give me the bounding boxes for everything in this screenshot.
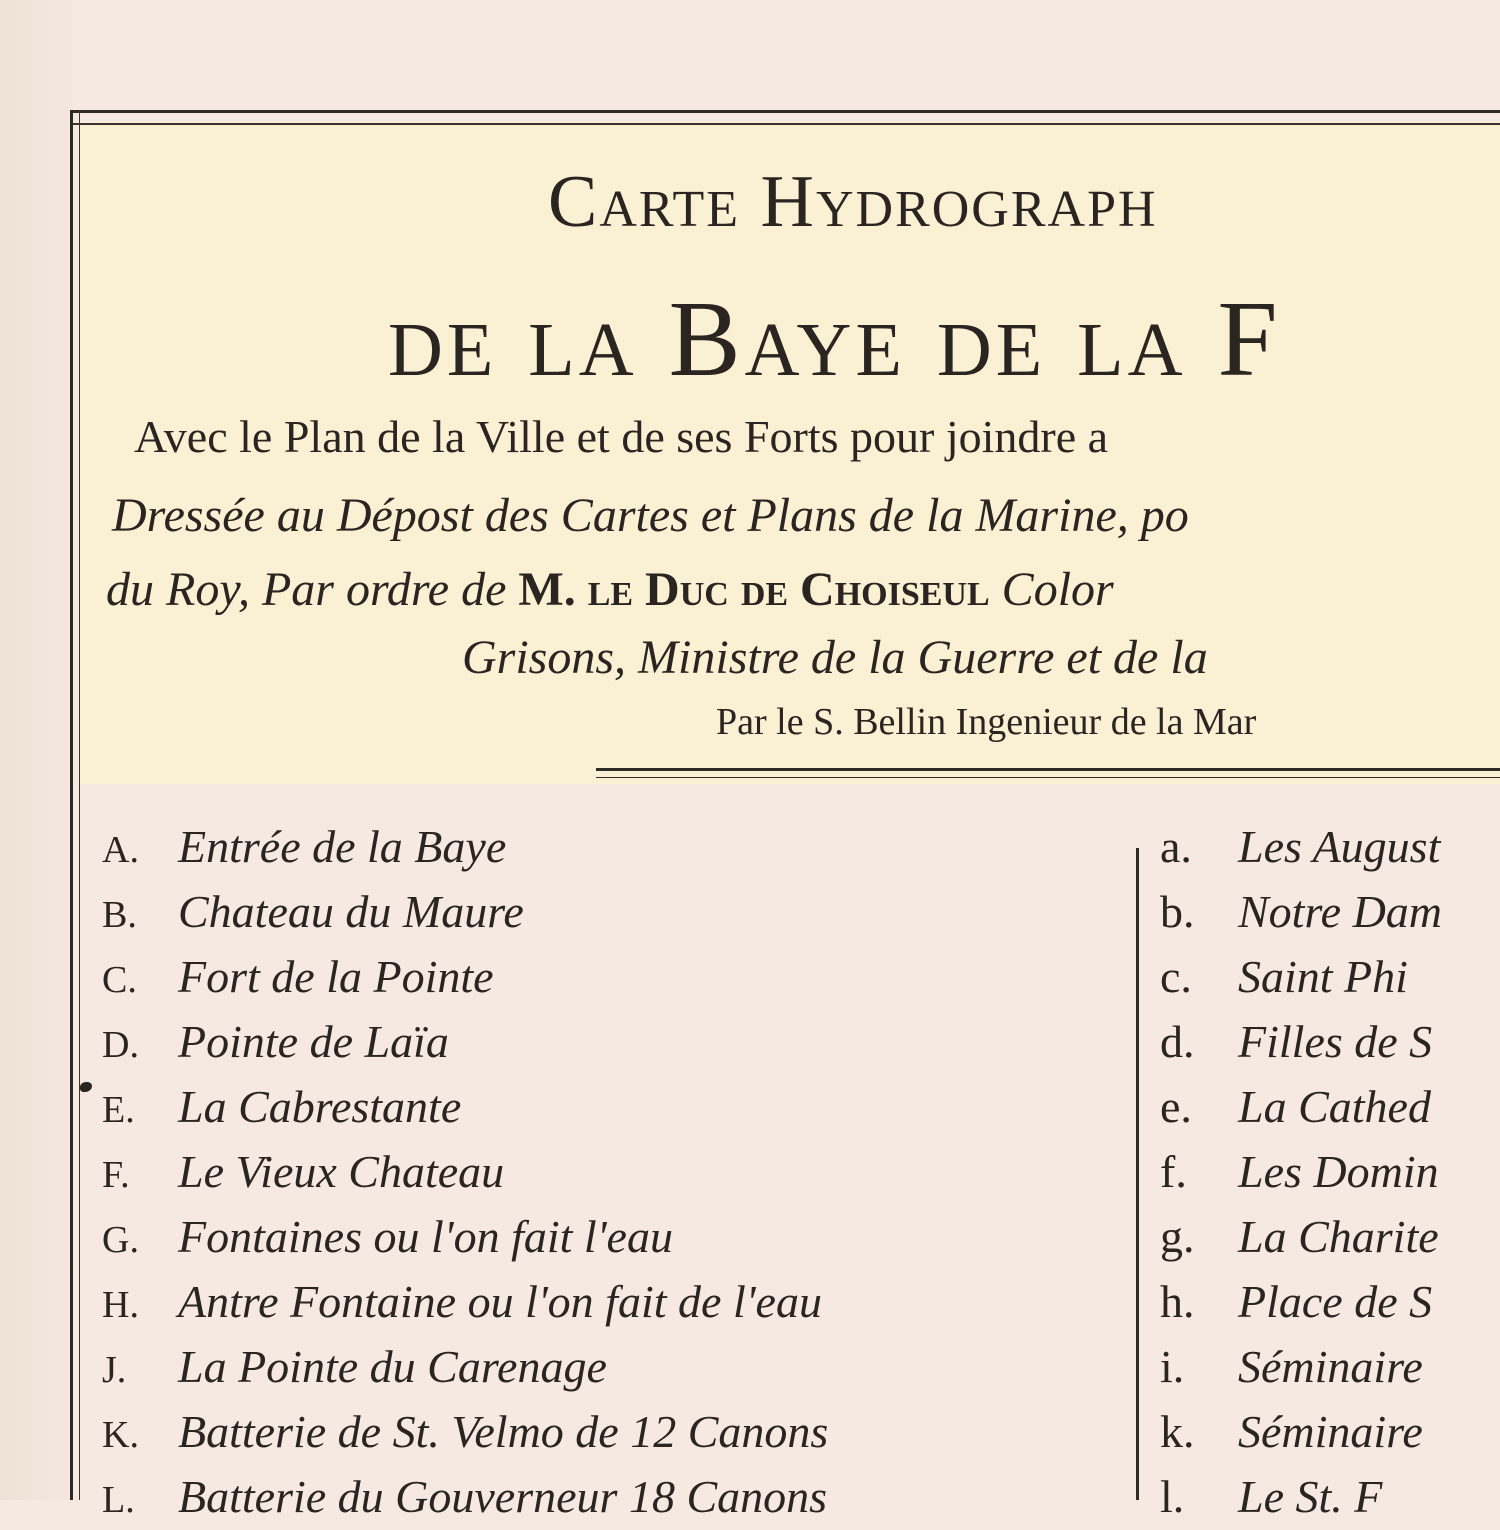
legend-key: l.	[1160, 1471, 1185, 1522]
legend-label: Fort de la Pointe	[178, 951, 494, 1002]
legend-item	[1160, 1405, 1423, 1465]
legend-item	[1160, 1340, 1423, 1400]
map-frame-top	[72, 110, 1500, 125]
legend-key: B.	[102, 894, 137, 936]
legend-label: Antre Fontaine ou l'on fait de l'eau	[178, 1276, 822, 1327]
legend-label: Fontaines ou l'on fait l'eau	[178, 1211, 673, 1262]
legend-label: La Cathed	[1238, 1081, 1431, 1132]
legend-item	[102, 1275, 822, 1335]
legend-label: Place de S	[1238, 1276, 1433, 1327]
legend-label: Saint Phi	[1238, 951, 1408, 1002]
legend-key: F.	[102, 1154, 130, 1196]
legend-label: Le St. F	[1238, 1471, 1383, 1522]
grisons-line: Grisons, Ministre de la Guerre et de la	[462, 631, 1208, 684]
legend-key: J.	[102, 1349, 127, 1391]
legend-label: Notre Dam	[1238, 886, 1443, 937]
dresse-line: Dressée au Dépost des Cartes et Plans de la Marine, po	[112, 489, 1189, 542]
legend-item	[102, 885, 524, 945]
ink-stain	[80, 1082, 92, 1092]
ordre-prefix: du Roy, Par ordre de	[106, 563, 519, 616]
legend-key: g.	[1160, 1211, 1195, 1262]
legend-key: L.	[102, 1479, 135, 1521]
legend-key: a.	[1160, 821, 1192, 872]
legend-key: b.	[1160, 886, 1195, 937]
legend-label: Le Vieux Chateau	[178, 1146, 505, 1197]
legend-key: D.	[102, 1024, 139, 1066]
legend-item	[102, 820, 506, 880]
legend-label: Filles de S	[1238, 1016, 1433, 1067]
ordre-line	[106, 562, 1114, 617]
legend-key: h.	[1160, 1276, 1195, 1327]
legend-key: E.	[102, 1089, 135, 1131]
subtitle: Avec le Plan de la Ville et de ses Forts pour joindre a	[134, 411, 1109, 462]
legend-key: e.	[1160, 1081, 1192, 1132]
legend-divider	[1136, 848, 1139, 1500]
paper-margin	[0, 0, 72, 1500]
legend-label: La Cabrestante	[178, 1081, 462, 1132]
legend-key: i.	[1160, 1341, 1185, 1392]
legend-key: A.	[102, 829, 139, 871]
author-line: Par le S. Bellin Ingenieur de la Mar	[716, 701, 1257, 743]
legend-key: K.	[102, 1414, 139, 1456]
legend-key: c.	[1160, 951, 1192, 1002]
legend-key: H.	[102, 1284, 139, 1326]
legend-item	[102, 1470, 827, 1530]
legend-label: Batterie du Gouverneur 18 Canons	[178, 1471, 828, 1522]
legend-item	[1160, 885, 1442, 945]
legend-item	[1160, 1470, 1382, 1530]
legend-label: Les Domin	[1238, 1146, 1439, 1197]
legend-label: Chateau du Maure	[178, 886, 524, 937]
legend-label: La Pointe du Carenage	[178, 1341, 607, 1392]
legend-key: C.	[102, 959, 137, 1001]
legend-key: G.	[102, 1219, 139, 1261]
legend-label: Séminaire	[1238, 1341, 1423, 1392]
legend-item	[1160, 1210, 1439, 1270]
legend-item	[102, 1015, 449, 1075]
title-rule	[596, 768, 1500, 778]
legend-item	[1160, 1080, 1431, 1140]
legend-label: Séminaire	[1238, 1406, 1423, 1457]
legend-item	[102, 950, 494, 1010]
legend-key: d.	[1160, 1016, 1195, 1067]
legend-key: f.	[1160, 1146, 1187, 1197]
legend-key: k.	[1160, 1406, 1195, 1457]
legend-item	[1160, 1015, 1432, 1075]
legend-item	[1160, 1275, 1432, 1335]
title-line-1: Carte Hydrograph	[548, 161, 1158, 243]
ordre-suffix: Color	[989, 563, 1114, 616]
legend-label: La Charite	[1238, 1211, 1439, 1262]
legend-item	[1160, 1145, 1439, 1205]
legend-item	[102, 1340, 607, 1400]
legend-item	[1160, 950, 1408, 1010]
legend-item	[102, 1405, 828, 1465]
ordre-name: M. le Duc de Choiseul	[518, 563, 990, 616]
legend-label: Pointe de Laïa	[178, 1016, 449, 1067]
map-frame-left	[70, 110, 80, 1500]
legend-item	[102, 1145, 504, 1205]
legend-item	[102, 1210, 673, 1270]
legend-label: Entrée de la Baye	[178, 821, 507, 872]
legend-label: Les August	[1238, 821, 1441, 872]
title-line-2: de la Baye de la F	[388, 280, 1282, 399]
legend-item	[1160, 820, 1440, 880]
legend-label: Batterie de St. Velmo de 12 Canons	[178, 1406, 829, 1457]
legend-item	[102, 1080, 461, 1140]
